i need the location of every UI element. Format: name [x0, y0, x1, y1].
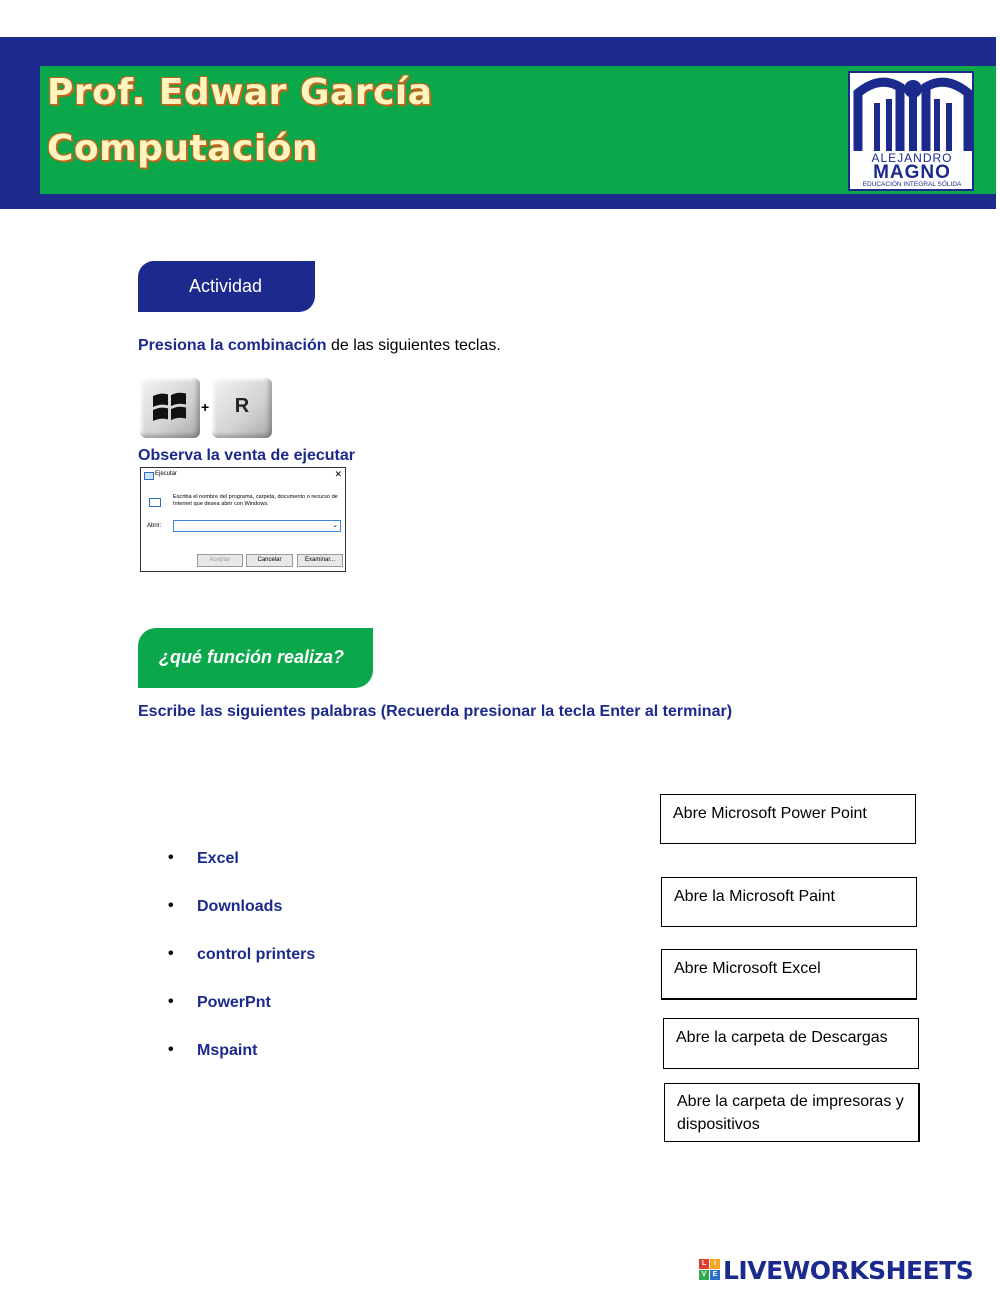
plus-sign: +	[201, 399, 210, 415]
logo-text-tagline: EDUCACIÓN INTEGRAL SÓLIDA	[862, 181, 962, 188]
section-tab-funcion: ¿qué función realiza?	[138, 628, 373, 688]
answer-box[interactable]: Abre Microsoft Power Point	[660, 794, 916, 844]
command-word[interactable]: • PowerPnt	[168, 994, 315, 1042]
run-dialog-description: Escriba el nombre del programa, carpeta, documento o recurso de Internet que desea abrir con Windows.	[173, 494, 338, 507]
key-instruction-rest: de las siguientes teclas.	[326, 337, 501, 354]
key-instruction-bold: Presiona la combinación	[138, 337, 327, 354]
answer-box[interactable]: Abre la carpeta de impresoras y dispositivos	[664, 1083, 920, 1142]
write-instruction: Escribe las siguientes palabras (Recuerda presionar la tecla Enter al terminar)	[138, 703, 733, 720]
chevron-down-icon[interactable]: ⌄	[332, 522, 338, 529]
cancel-button[interactable]: Cancelar	[246, 554, 293, 567]
run-app-icon	[144, 472, 154, 480]
close-icon[interactable]: ✕	[334, 469, 342, 479]
command-word[interactable]: • control printers	[168, 946, 315, 994]
subject-title: Computación	[47, 128, 319, 169]
logo-text-alejandro: ALEJANDRO	[871, 151, 953, 165]
logo-text-magno: MAGNO	[873, 162, 951, 183]
brand-tiles-icon	[699, 1259, 721, 1281]
ok-button[interactable]: Aceptar	[197, 554, 243, 567]
brand-tile: E	[710, 1270, 720, 1280]
brand-name: LIVEWORKSHEETS	[723, 1256, 974, 1285]
open-label: Abrir:	[147, 523, 162, 529]
command-word[interactable]: • Downloads	[168, 898, 315, 946]
teacher-name: Prof. Edwar García	[47, 72, 433, 113]
command-word[interactable]: • Excel	[168, 850, 315, 898]
school-logo-emblem-icon	[850, 73, 976, 153]
run-dialog-title: Ejecutar	[155, 471, 178, 477]
answer-box[interactable]: Abre Microsoft Excel	[661, 949, 917, 1000]
brand-tile: L	[699, 1259, 709, 1269]
run-window-icon	[149, 498, 161, 507]
windows-key	[140, 378, 200, 438]
r-key	[212, 378, 272, 438]
answer-box[interactable]: Abre la Microsoft Paint	[661, 877, 917, 927]
key-instruction	[138, 337, 501, 355]
brand-tile: V	[699, 1270, 709, 1280]
school-logo	[848, 71, 974, 191]
command-list	[168, 850, 315, 1090]
section-tab-actividad: Actividad	[138, 261, 315, 312]
open-input[interactable]	[173, 520, 341, 532]
command-word[interactable]: • Mspaint	[168, 1042, 315, 1090]
brand-tile: I	[710, 1259, 720, 1269]
browse-button[interactable]: Examinar...	[297, 554, 343, 567]
observe-heading: Observa la venta de ejecutar	[138, 447, 355, 464]
windows-logo-icon	[140, 378, 200, 438]
answer-box[interactable]: Abre la carpeta de Descargas	[663, 1018, 919, 1069]
r-key-label: R	[234, 395, 250, 417]
run-dialog	[140, 467, 346, 572]
